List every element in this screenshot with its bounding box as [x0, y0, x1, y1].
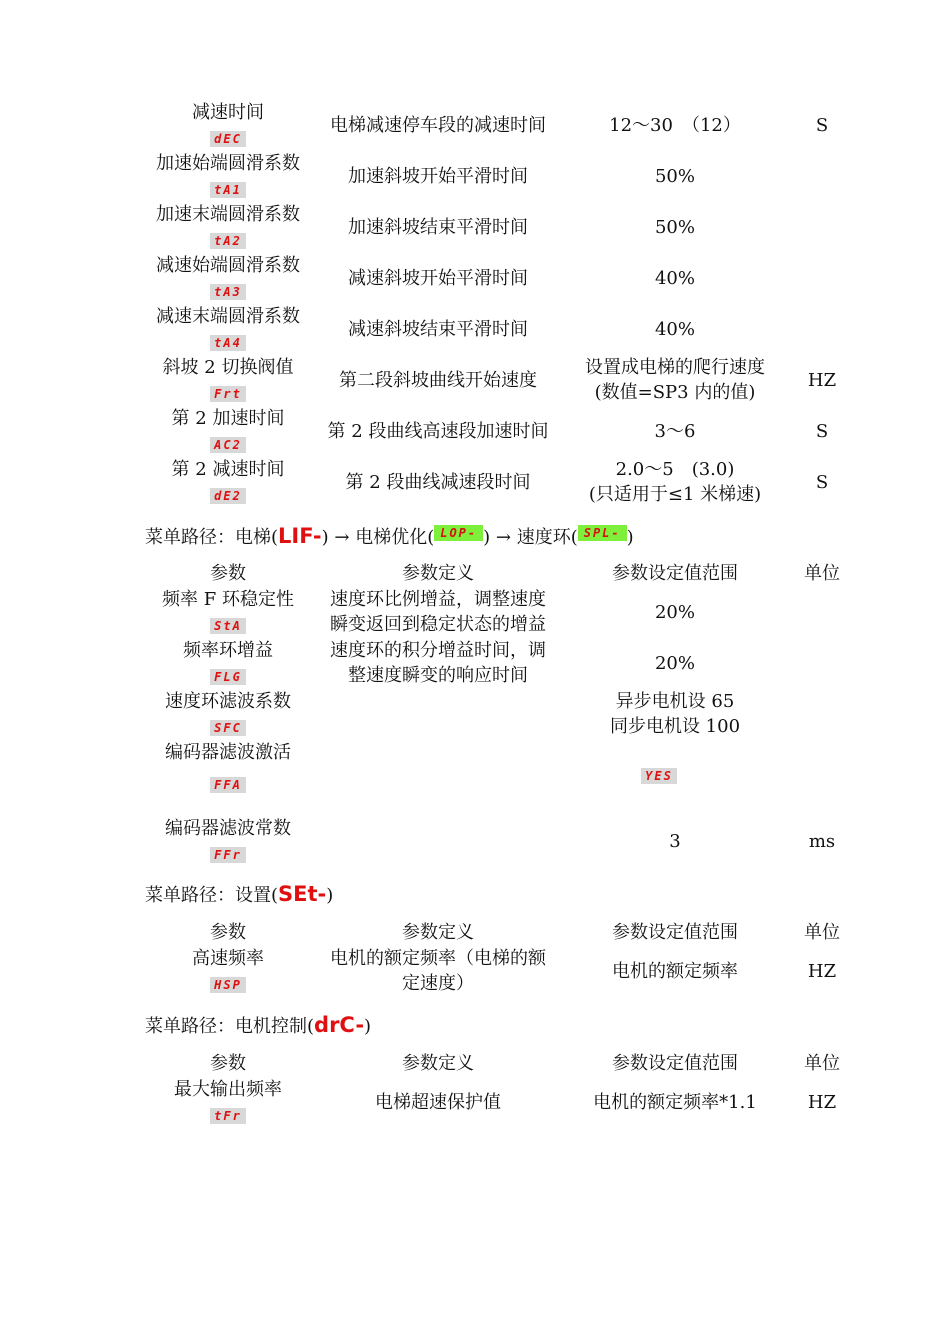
definition-line: 电机的额定频率（电梯的额 [330, 948, 546, 969]
param-cell [140, 355, 316, 405]
menu-path-suffix: ) [326, 885, 334, 906]
param-cell [140, 406, 316, 456]
param-cell [140, 457, 316, 507]
lcd-code: HSP [210, 977, 246, 993]
unit-cell: HZ [807, 370, 837, 391]
range-cell: 3～6 [654, 421, 696, 442]
param-cell [140, 151, 316, 201]
range-cell: 40% [654, 268, 695, 289]
lcd-code: tA2 [210, 233, 246, 249]
definition-cell: 电梯超速保护值 [375, 1092, 501, 1113]
lcd-code: FLG [210, 669, 246, 685]
lcd-code: tA3 [210, 284, 246, 300]
param-cell [140, 1077, 316, 1127]
param-name: 速度环滤波系数 [165, 691, 291, 712]
definition-cell [320, 587, 556, 637]
definition-cell [320, 638, 556, 688]
definition-cell: 加速斜坡结束平滑时间 [348, 217, 528, 238]
param-name: 频率环增益 [183, 640, 273, 661]
menu-path-prefix: 菜单路径：电机控制( [145, 1016, 315, 1037]
range-cell: 12～30 （12） [609, 115, 741, 136]
param-cell [140, 638, 316, 688]
header-unit: 单位 [804, 922, 840, 943]
definition-line: 速度环比例增益，调整速度 [330, 589, 546, 610]
range-line: (数值=SP3 内的值) [594, 382, 756, 403]
header-param: 参数 [210, 563, 246, 584]
range-line: (只适用于≤1 米梯速) [588, 484, 762, 505]
range-line: 设置成电梯的爬行速度 [585, 357, 765, 378]
range-cell: 20% [654, 653, 695, 674]
header-unit: 单位 [804, 563, 840, 584]
definition-line: 整速度瞬变的响应时间 [348, 665, 528, 686]
param-name: 加速末端圆滑系数 [156, 204, 300, 225]
definition-cell: 减速斜坡结束平滑时间 [348, 319, 528, 340]
definition-cell: 减速斜坡开始平滑时间 [348, 268, 528, 289]
definition-cell: 加速斜坡开始平滑时间 [348, 166, 528, 187]
param-name: 减速始端圆滑系数 [156, 255, 300, 276]
header-definition: 参数定义 [402, 922, 474, 943]
lcd-code: tFr [210, 1108, 246, 1124]
param-name: 加速始端圆滑系数 [156, 153, 300, 174]
param-name: 第 2 加速时间 [171, 408, 285, 429]
param-cell [140, 587, 316, 637]
menu-path-prefix: 菜单路径：设置( [145, 885, 279, 906]
header-unit: 单位 [804, 1053, 840, 1074]
range-cell: 50% [654, 166, 695, 187]
header-range: 参数设定值范围 [612, 922, 738, 943]
menu-path-suffix: ) [364, 1016, 372, 1037]
lcd-code: tA4 [210, 335, 246, 351]
definition-cell: 第 2 段曲线减速段时间 [345, 472, 531, 493]
menu-path-sep: ) → 电梯优化( [321, 527, 435, 548]
param-name: 减速末端圆滑系数 [156, 306, 300, 327]
range-line: 异步电机设 65 [615, 691, 735, 712]
menu-path-prefix: 菜单路径：电梯( [145, 527, 279, 548]
lcd-code: AC2 [210, 437, 246, 453]
header-param: 参数 [210, 1053, 246, 1074]
lcd-code-yes: YES [641, 768, 677, 784]
param-cell [140, 100, 316, 150]
range-line: 2.0～5 (3.0) [615, 459, 735, 480]
lcd-code: dEC [210, 131, 246, 147]
lcd-code: StA [210, 618, 246, 634]
range-cell [570, 355, 780, 405]
menu-code-lop: LOP- [434, 525, 483, 541]
param-name: 频率 F 环稳定性 [162, 589, 294, 610]
unit-cell: S [815, 115, 829, 136]
range-cell [570, 689, 780, 739]
param-cell [140, 253, 316, 303]
header-range: 参数设定值范围 [612, 563, 738, 584]
lcd-code: tA1 [210, 182, 246, 198]
definition-line: 定速度） [402, 973, 474, 994]
header-range: 参数设定值范围 [612, 1053, 738, 1074]
definition-cell: 电梯减速停车段的减速时间 [330, 115, 546, 136]
menu-path-settings [145, 881, 333, 909]
unit-cell: S [815, 421, 829, 442]
definition-cell: 第 2 段曲线高速段加速时间 [327, 421, 549, 442]
unit-cell: HZ [807, 961, 837, 982]
lcd-code: SFC [210, 720, 246, 736]
param-name: 最大输出频率 [174, 1079, 282, 1100]
definition-line: 速度环的积分增益时间，调 [330, 640, 546, 661]
header-definition: 参数定义 [402, 563, 474, 584]
lcd-code: FFr [210, 847, 246, 863]
header-definition: 参数定义 [402, 1053, 474, 1074]
definition-line: 瞬变返回到稳定状态的增益 [330, 614, 546, 635]
header-param: 参数 [210, 922, 246, 943]
range-line: 同步电机设 100 [609, 716, 741, 737]
range-cell: 电机的额定频率*1.1 [593, 1092, 757, 1113]
param-cell [140, 202, 316, 252]
range-cell [574, 762, 744, 787]
range-cell: 20% [654, 602, 695, 623]
menu-code-drc: drC- [314, 1013, 365, 1037]
menu-path-suffix: ) [626, 527, 634, 548]
param-cell [140, 740, 316, 796]
param-name: 第 2 减速时间 [171, 459, 285, 480]
menu-code-lif: LIF- [278, 524, 322, 548]
menu-path-speed-loop [145, 523, 634, 551]
param-cell [140, 689, 316, 739]
param-cell [140, 946, 316, 996]
param-cell [140, 816, 316, 866]
menu-path-motor-control [145, 1012, 371, 1040]
param-name: 减速时间 [192, 102, 264, 123]
lcd-code: FFA [210, 777, 246, 793]
range-cell [570, 457, 780, 507]
range-cell: 40% [654, 319, 695, 340]
param-cell [140, 304, 316, 354]
lcd-code: dE2 [210, 488, 246, 504]
range-cell: 电机的额定频率 [612, 961, 738, 982]
menu-code-set: SEt- [278, 882, 327, 906]
unit-cell: ms [808, 831, 836, 852]
range-cell: 50% [654, 217, 695, 238]
lcd-code: Frt [210, 386, 246, 402]
range-cell: 3 [669, 831, 681, 852]
definition-cell [320, 946, 556, 996]
unit-cell: HZ [807, 1092, 837, 1113]
definition-cell: 第二段斜坡曲线开始速度 [339, 370, 537, 391]
menu-code-spl: SPL- [578, 525, 627, 541]
param-name: 高速频率 [192, 948, 264, 969]
param-name: 编码器滤波常数 [165, 818, 291, 839]
param-name: 斜坡 2 切换阀值 [162, 357, 294, 378]
unit-cell: S [815, 472, 829, 493]
menu-path-sep: ) → 速度环( [483, 527, 578, 548]
param-name: 编码器滤波激活 [165, 742, 291, 763]
